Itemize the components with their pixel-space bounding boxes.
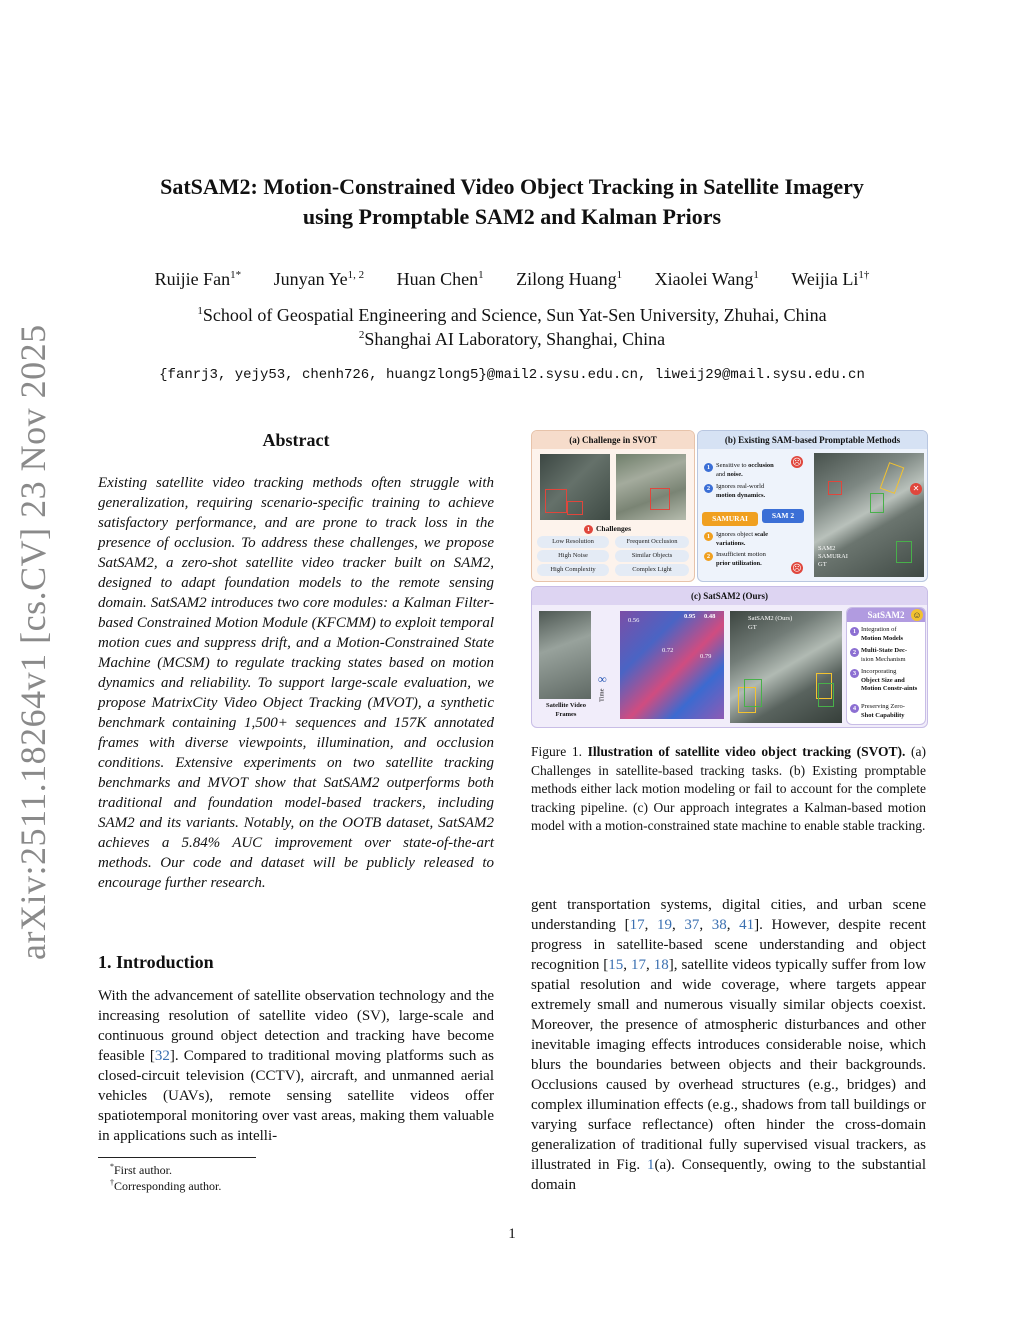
score-label: 0.79 — [700, 653, 712, 660]
legend-label-gt: GT — [818, 561, 827, 568]
tracking-box-gt — [818, 683, 834, 707]
tracking-box-gt — [744, 679, 762, 707]
feature-item: Preserving Zero- Shot Capability — [861, 703, 905, 719]
paper-title — [100, 172, 924, 232]
challenge-tag: Similar Objects — [615, 550, 689, 562]
challenge-tag: Low Resolution — [537, 536, 609, 548]
item-number: 2 — [704, 484, 713, 493]
satellite-image — [616, 454, 686, 520]
footnote-corresponding-author: †Corresponding author. — [110, 1178, 222, 1193]
author: Weijia $Li^{1\dagger}$ — [791, 269, 870, 289]
intro-paragraph: With the advancement of satellite observation technology and the increasing resolution of satellite video (SV), large-scale and continuous ground object detection and tracking have become feasible [32]. Compared to traditional moving platforms such as closed-circuit television (CCTV), aircraft, and unmanned aerial vehicles (UAVs), remote sensing satellite videos offer spatiotemporal monitoring over vast areas, making them valuable in applications such as intelli- — [98, 988, 494, 1144]
close-icon: ✕ — [910, 483, 922, 495]
target-box — [567, 501, 583, 515]
figure-reference-link[interactable]: 1 — [646, 1157, 655, 1173]
affiliation-1: $^1$School of Geospatial Engineering and Science, Sun Yat-Sen University, Zhuhai, China — [197, 305, 827, 325]
author: Ruijie Fan$^{1*}$ — [154, 269, 242, 289]
smile-face-icon: ☺ — [912, 610, 922, 620]
samurai-weakness-1: Ignores object scale variations. — [716, 531, 768, 547]
score-label: 0.72 — [662, 647, 674, 654]
target-box — [545, 489, 567, 513]
satellite-video-frames — [539, 611, 591, 699]
samurai-weakness-2: Insufficient motion prior utilization. — [716, 551, 766, 567]
body-paragraph-right: gent transportation systems, digital cities, and urban scene understanding [17, 19, 37, 38, 41]. However, despite recent progress in satellite-based scene understanding and object recognition [15, 17, 18], satellite videos typically suffer from low spatial resolution and wide coverage, where targets appear extremely small and numerous visually similar objects coexist. Moreover, the presence of atmospheric disturbances and other inevitable imaging effects introduces considerable noise, which blurs the boundaries between objects and their backgrounds. Occlusions caused by overhead structures (e.g., bridges) and complex illumination effects (e.g., shadows from tall buildings or varying surface reflectance) often hinder the cross-domain generalization of traditional fully supervised visual trackers, as illustrated in Fig. 1(a). Consequently, owing to the substantial domain — [531, 897, 927, 1193]
panel-c-title: (c) SatSAM2 (Ours) — [532, 587, 927, 605]
footnote-first-author: *First author. — [110, 1162, 173, 1177]
affiliation-2: $^2$Shanghai AI Laboratory, Shanghai, China — [358, 329, 666, 349]
feature-number: 4 — [850, 704, 859, 713]
feature-item: Integration of Motion Models — [861, 626, 904, 642]
page-number: 1 — [508, 1226, 516, 1242]
figure-1 — [531, 430, 926, 726]
arxiv-identifier: arXiv:2511.18264v1 [cs.CV] 23 Nov 2025 — [13, 324, 53, 960]
abstract-heading: Abstract — [262, 430, 330, 450]
legend-label-sam2: SAM2 — [818, 545, 836, 552]
sam2-weakness-2: Ignores real-world motion dynamics. — [716, 483, 766, 499]
attention-map — [620, 611, 724, 719]
feature-number: 2 — [850, 648, 859, 657]
feature-item: Multi-State Dec- ision Mechanism — [861, 647, 908, 663]
legend-label-gt: GT — [748, 624, 757, 631]
citation-link[interactable]: 17 — [631, 957, 647, 973]
sad-face-icon: ☹ — [792, 563, 802, 573]
challenge-tag: High Noise — [537, 550, 609, 562]
frames-label: Satellite Video Frames — [546, 702, 586, 718]
challenges-label: Challenges — [596, 524, 632, 533]
citation-link[interactable]: 41 — [739, 917, 755, 933]
sam2-label: SAM 2 — [762, 509, 804, 523]
feature-item: Incorporating Object Size and Motion Constr-aints — [861, 668, 918, 692]
challenge-tag: Complex Light — [615, 564, 689, 576]
tracking-box-gt — [896, 541, 912, 563]
author: Junyan Ye$^{1, 2}$ — [273, 269, 365, 289]
abstract-text: Existing satellite video tracking methods often struggle with generalization, requiring scenario-specific training to achieve satisfactory performance, and are prone to track loss in the presence of occlusion. To address these challenges, we propose SatSAM2, a zero-shot satellite video tracker built on SAM2, designed to adapt foundation models to the remote sensing domain. SatSAM2 introduces two core modules: a Kalman Filter-based Constrained Motion Module (KFCMM) to exploit temporal motion cues and suppress drift, and a Motion-Constrained State Machine (MCSM) to regulate tracking states based on motion dynamics and reliability. To support large-scale evaluation, we propose MatrixCity Video Object Tracking (MVOT), a synthetic benchmark containing 1,500+ sequences and 157K annotated frames with diverse viewpoints, illumination, and occlusion conditions. Extensive experiments on two satellite tracking benchmarks and MVOT show that SatSAM2 outperforms both traditional and foundation model-based trackers, including SAM2 and its variants. Notably, on the OOTB dataset, SatSAM2 achieves a 5.84% AUC improvement over state-of-the-art methods. Our code and dataset will be publicly released to encourage further research. — [98, 475, 494, 891]
footnote-rule — [98, 1157, 256, 1158]
author: Huan Chen$^1$ — [396, 269, 484, 289]
satsam2-features — [846, 607, 926, 725]
satsam2-side-title: SatSAM2 — [847, 608, 925, 622]
citation-link[interactable]: 32 — [154, 1048, 170, 1064]
challenges-number: 1 — [584, 525, 593, 534]
author-list — [100, 269, 924, 290]
challenge-tag: High Complexity — [537, 564, 609, 576]
citation-link[interactable]: 37 — [684, 917, 700, 933]
panel-a-title: (a) Challenge in SVOT — [532, 431, 694, 449]
author-emails: {fanrj3, yejy53, chenh726, huangzlong5}@mail2.sysu.edu.cn, liweij29@mail.sysu.edu.cn — [159, 367, 865, 383]
citation-link[interactable]: 19 — [657, 917, 672, 933]
target-box — [650, 488, 670, 510]
citation-link[interactable]: 17 — [629, 917, 645, 933]
author: Zilong Huang$^1$ — [516, 269, 623, 289]
panel-a-challenges — [531, 430, 695, 582]
meta-infinity-icon: ∞ — [598, 672, 607, 686]
item-number: 1 — [704, 463, 713, 472]
author: Xiaolei Wang$^1$ — [654, 269, 759, 289]
citation-link[interactable]: 18 — [653, 957, 669, 973]
score-label: 0.95 — [684, 613, 696, 620]
challenge-tag: Frequent Occlusion — [615, 536, 689, 548]
item-number: 1 — [704, 532, 713, 541]
score-label: 0.48 — [704, 613, 716, 620]
feature-number: 3 — [850, 669, 859, 678]
tracking-box-sam2 — [828, 481, 842, 495]
samurai-label: SAMURAI — [702, 512, 758, 526]
panel-b-existing-methods — [697, 430, 928, 582]
citation-link[interactable]: 15 — [608, 957, 624, 973]
sad-face-icon: ☹ — [792, 457, 802, 467]
legend-label-ours: SatSAM2 (Ours) — [748, 615, 793, 622]
score-label: 0.56 — [628, 617, 640, 624]
panel-c-satsam2 — [531, 586, 928, 728]
tracking-box-gt — [870, 493, 884, 513]
title-line-2: using Promptable SAM2 and Kalman Priors — [302, 204, 722, 229]
time-axis-label: Time — [598, 688, 606, 702]
feature-number: 1 — [850, 627, 859, 636]
item-number: 2 — [704, 552, 713, 561]
panel-b-title: (b) Existing SAM-based Promptable Methods — [698, 431, 927, 449]
sam2-weakness-1: Sensitive to occlusion and noise. — [716, 462, 774, 478]
section-heading-introduction: 1. Introduction — [98, 952, 214, 972]
citation-link[interactable]: 38 — [711, 917, 727, 933]
legend-label-samurai: SAMURAI — [818, 553, 848, 560]
title-line-1: SatSAM2: Motion-Constrained Video Object Tracking in Satellite Imagery — [160, 174, 864, 199]
figure-1-caption: Figure 1. Illustration of satellite video object tracking (SVOT). (a) Challenges in satellite-based tracking tasks. (b) Existing promptable methods either lack motion modeling or fail to account for the complete tracking pipeline. (c) Our approach integrates a Kalman-based motion model with a motion-constrained state machine to enable stable tracking. — [531, 744, 927, 833]
